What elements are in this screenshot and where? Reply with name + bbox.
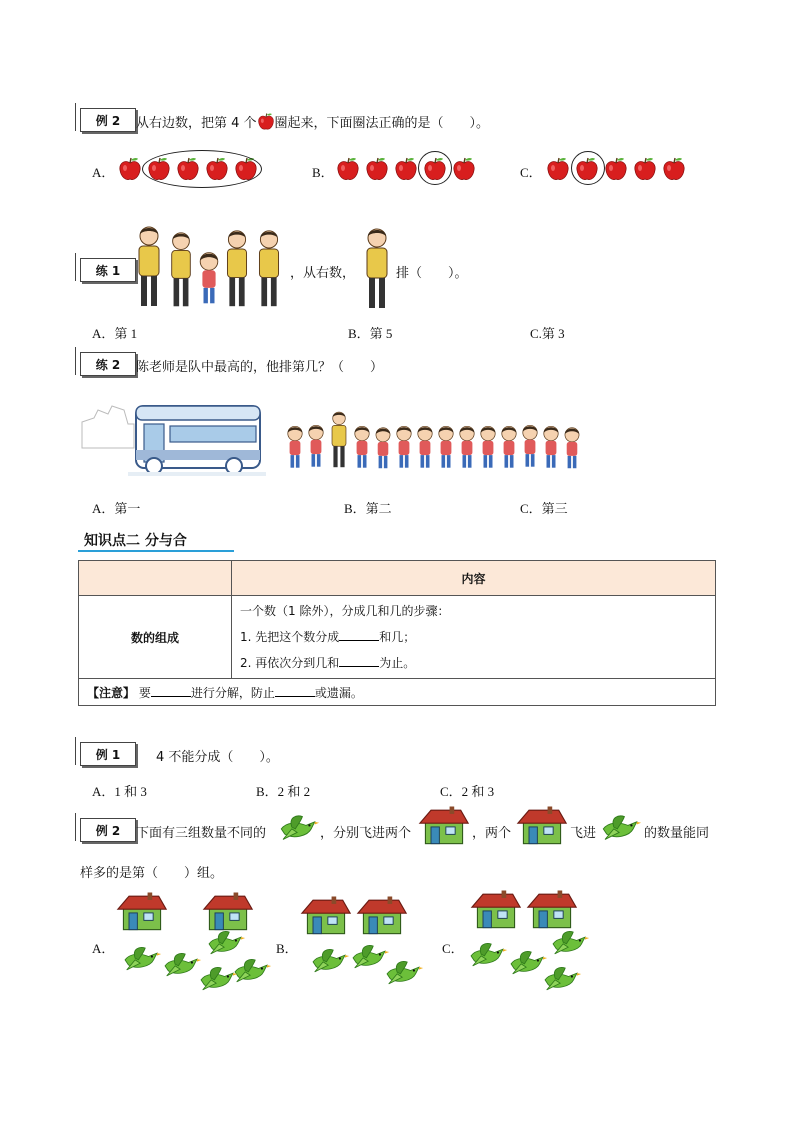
apple-icon bbox=[257, 112, 275, 131]
child-figure bbox=[563, 426, 581, 470]
child-figure bbox=[479, 424, 497, 470]
grandpa-figure bbox=[222, 228, 252, 310]
option-c[interactable]: C.第 3 bbox=[530, 326, 565, 341]
fill-blank[interactable] bbox=[151, 684, 191, 697]
father-figure bbox=[362, 226, 392, 312]
mother-figure bbox=[254, 228, 284, 310]
option-b[interactable]: B．第二 bbox=[344, 501, 392, 516]
bird-icon bbox=[382, 958, 424, 988]
option-a-label[interactable]: A． bbox=[92, 165, 115, 180]
note-label: 【注意】 bbox=[87, 685, 136, 700]
child-figure bbox=[198, 246, 220, 310]
example-tag: 例 2 bbox=[80, 108, 136, 132]
fill-blank[interactable] bbox=[275, 684, 315, 697]
house-icon bbox=[116, 892, 168, 932]
house-icon bbox=[300, 896, 352, 936]
fill-blank[interactable] bbox=[339, 654, 379, 667]
content-text: 和几； bbox=[379, 630, 416, 644]
apple-icon bbox=[546, 156, 570, 182]
bus-illustration bbox=[78, 400, 268, 480]
practice-tag: 练 1 bbox=[80, 258, 136, 282]
content-text: 2. 再依次分到几和 bbox=[240, 656, 340, 670]
question-text: 4 不能分成（ ）。 bbox=[156, 750, 279, 765]
option-c-label[interactable]: C． bbox=[442, 941, 464, 956]
house-icon bbox=[356, 896, 408, 936]
knowledge-table bbox=[78, 560, 716, 706]
question-part: 飞进 bbox=[570, 826, 597, 841]
question-part: ，分别飞进两个 bbox=[320, 826, 412, 841]
question-part: 的数量能同 bbox=[644, 826, 710, 841]
circle-mark bbox=[571, 151, 605, 185]
house-icon bbox=[470, 890, 522, 930]
child-figure bbox=[286, 424, 304, 470]
question-text: 陈老师是队中最高的，他排第几？（ ） bbox=[136, 360, 384, 375]
bird-icon bbox=[466, 940, 508, 970]
option-b-label[interactable]: B． bbox=[312, 165, 334, 180]
child-figure bbox=[353, 424, 371, 470]
question-part: ，两个 bbox=[472, 826, 512, 841]
child-figure bbox=[500, 424, 518, 470]
apple-icon bbox=[452, 156, 476, 182]
option-a[interactable]: A．第一 bbox=[92, 501, 141, 516]
child-figure bbox=[395, 424, 413, 470]
family-illustration bbox=[134, 224, 284, 310]
note-text: 进行分解，防止 bbox=[190, 685, 275, 700]
apple-icon bbox=[394, 156, 418, 182]
child-figure bbox=[458, 424, 476, 470]
practice-tag: 练 2 bbox=[80, 352, 136, 376]
apple-icon bbox=[633, 156, 657, 182]
option-b[interactable]: B．第 5 bbox=[348, 326, 393, 341]
row-content bbox=[232, 596, 716, 679]
bird-icon bbox=[276, 812, 320, 844]
circle-mark bbox=[418, 151, 452, 185]
content-line bbox=[240, 650, 707, 676]
example-tag: 例 1 bbox=[80, 742, 136, 766]
bird-icon bbox=[120, 944, 162, 974]
bird-icon bbox=[598, 812, 642, 844]
header-cell: 内容 bbox=[232, 561, 716, 596]
option-a-label[interactable]: A． bbox=[92, 941, 115, 956]
question-part: 从右边数，把第 4 个 bbox=[136, 116, 257, 131]
question-part: 排（ ）。 bbox=[396, 266, 468, 281]
content-line bbox=[240, 624, 707, 650]
child-figure bbox=[307, 422, 325, 470]
row-label: 数的组成 bbox=[79, 596, 232, 679]
option-b[interactable]: B．2 和 2 bbox=[256, 784, 311, 799]
house-icon bbox=[526, 890, 578, 930]
house-icon bbox=[516, 806, 568, 846]
question-part: ，从右数， bbox=[290, 266, 356, 281]
question-text bbox=[136, 112, 489, 131]
apple-row-b bbox=[336, 156, 476, 182]
house-icon bbox=[418, 806, 470, 846]
house-icon bbox=[202, 892, 254, 932]
question-part: 圈起来，下面圈法正确的是（ ）。 bbox=[274, 116, 490, 131]
child-figure bbox=[437, 424, 455, 470]
apple-icon bbox=[662, 156, 686, 182]
circle-mark bbox=[142, 150, 262, 188]
example-tag: 例 2 bbox=[80, 818, 136, 842]
option-b-label[interactable]: B． bbox=[276, 941, 298, 956]
content-line: 一个数（1 除外），分成几和几的步骤： bbox=[240, 604, 450, 618]
apple-icon bbox=[604, 156, 628, 182]
father-figure bbox=[134, 224, 164, 310]
question-part: 下面有三组数量不同的 bbox=[136, 826, 267, 841]
note-row bbox=[79, 679, 716, 706]
child-figure bbox=[416, 424, 434, 470]
queue-illustration bbox=[286, 410, 581, 470]
option-a[interactable]: A．1 和 3 bbox=[92, 784, 147, 799]
fill-blank[interactable] bbox=[339, 628, 379, 641]
option-c[interactable]: C．第三 bbox=[520, 501, 568, 516]
content-text: 1. 先把这个数分成 bbox=[240, 630, 340, 644]
child-figure bbox=[521, 422, 539, 470]
teacher-figure bbox=[328, 410, 350, 470]
note-text: 要 bbox=[138, 685, 151, 700]
header-empty-cell bbox=[79, 561, 232, 596]
option-c[interactable]: C．2 和 3 bbox=[440, 784, 495, 799]
bird-icon bbox=[196, 964, 238, 994]
child-figure bbox=[374, 426, 392, 470]
question-part: 样多的是第（ ）组。 bbox=[80, 866, 224, 881]
apple-icon bbox=[118, 156, 142, 182]
option-c-label[interactable]: C． bbox=[520, 165, 542, 180]
grandma-figure bbox=[166, 230, 196, 310]
bird-icon bbox=[540, 964, 582, 994]
apple-icon bbox=[336, 156, 360, 182]
knowledge-point-title: 知识点二 分与合 bbox=[78, 530, 234, 552]
bird-icon bbox=[308, 946, 350, 976]
apple-row-c bbox=[546, 156, 686, 182]
apple-icon bbox=[365, 156, 389, 182]
bird-icon bbox=[548, 928, 590, 958]
note-text: 或遗漏。 bbox=[314, 685, 363, 700]
content-text: 为止。 bbox=[379, 656, 416, 670]
child-figure bbox=[542, 424, 560, 470]
bird-icon bbox=[204, 928, 246, 958]
option-a[interactable]: A．第 1 bbox=[92, 326, 138, 341]
